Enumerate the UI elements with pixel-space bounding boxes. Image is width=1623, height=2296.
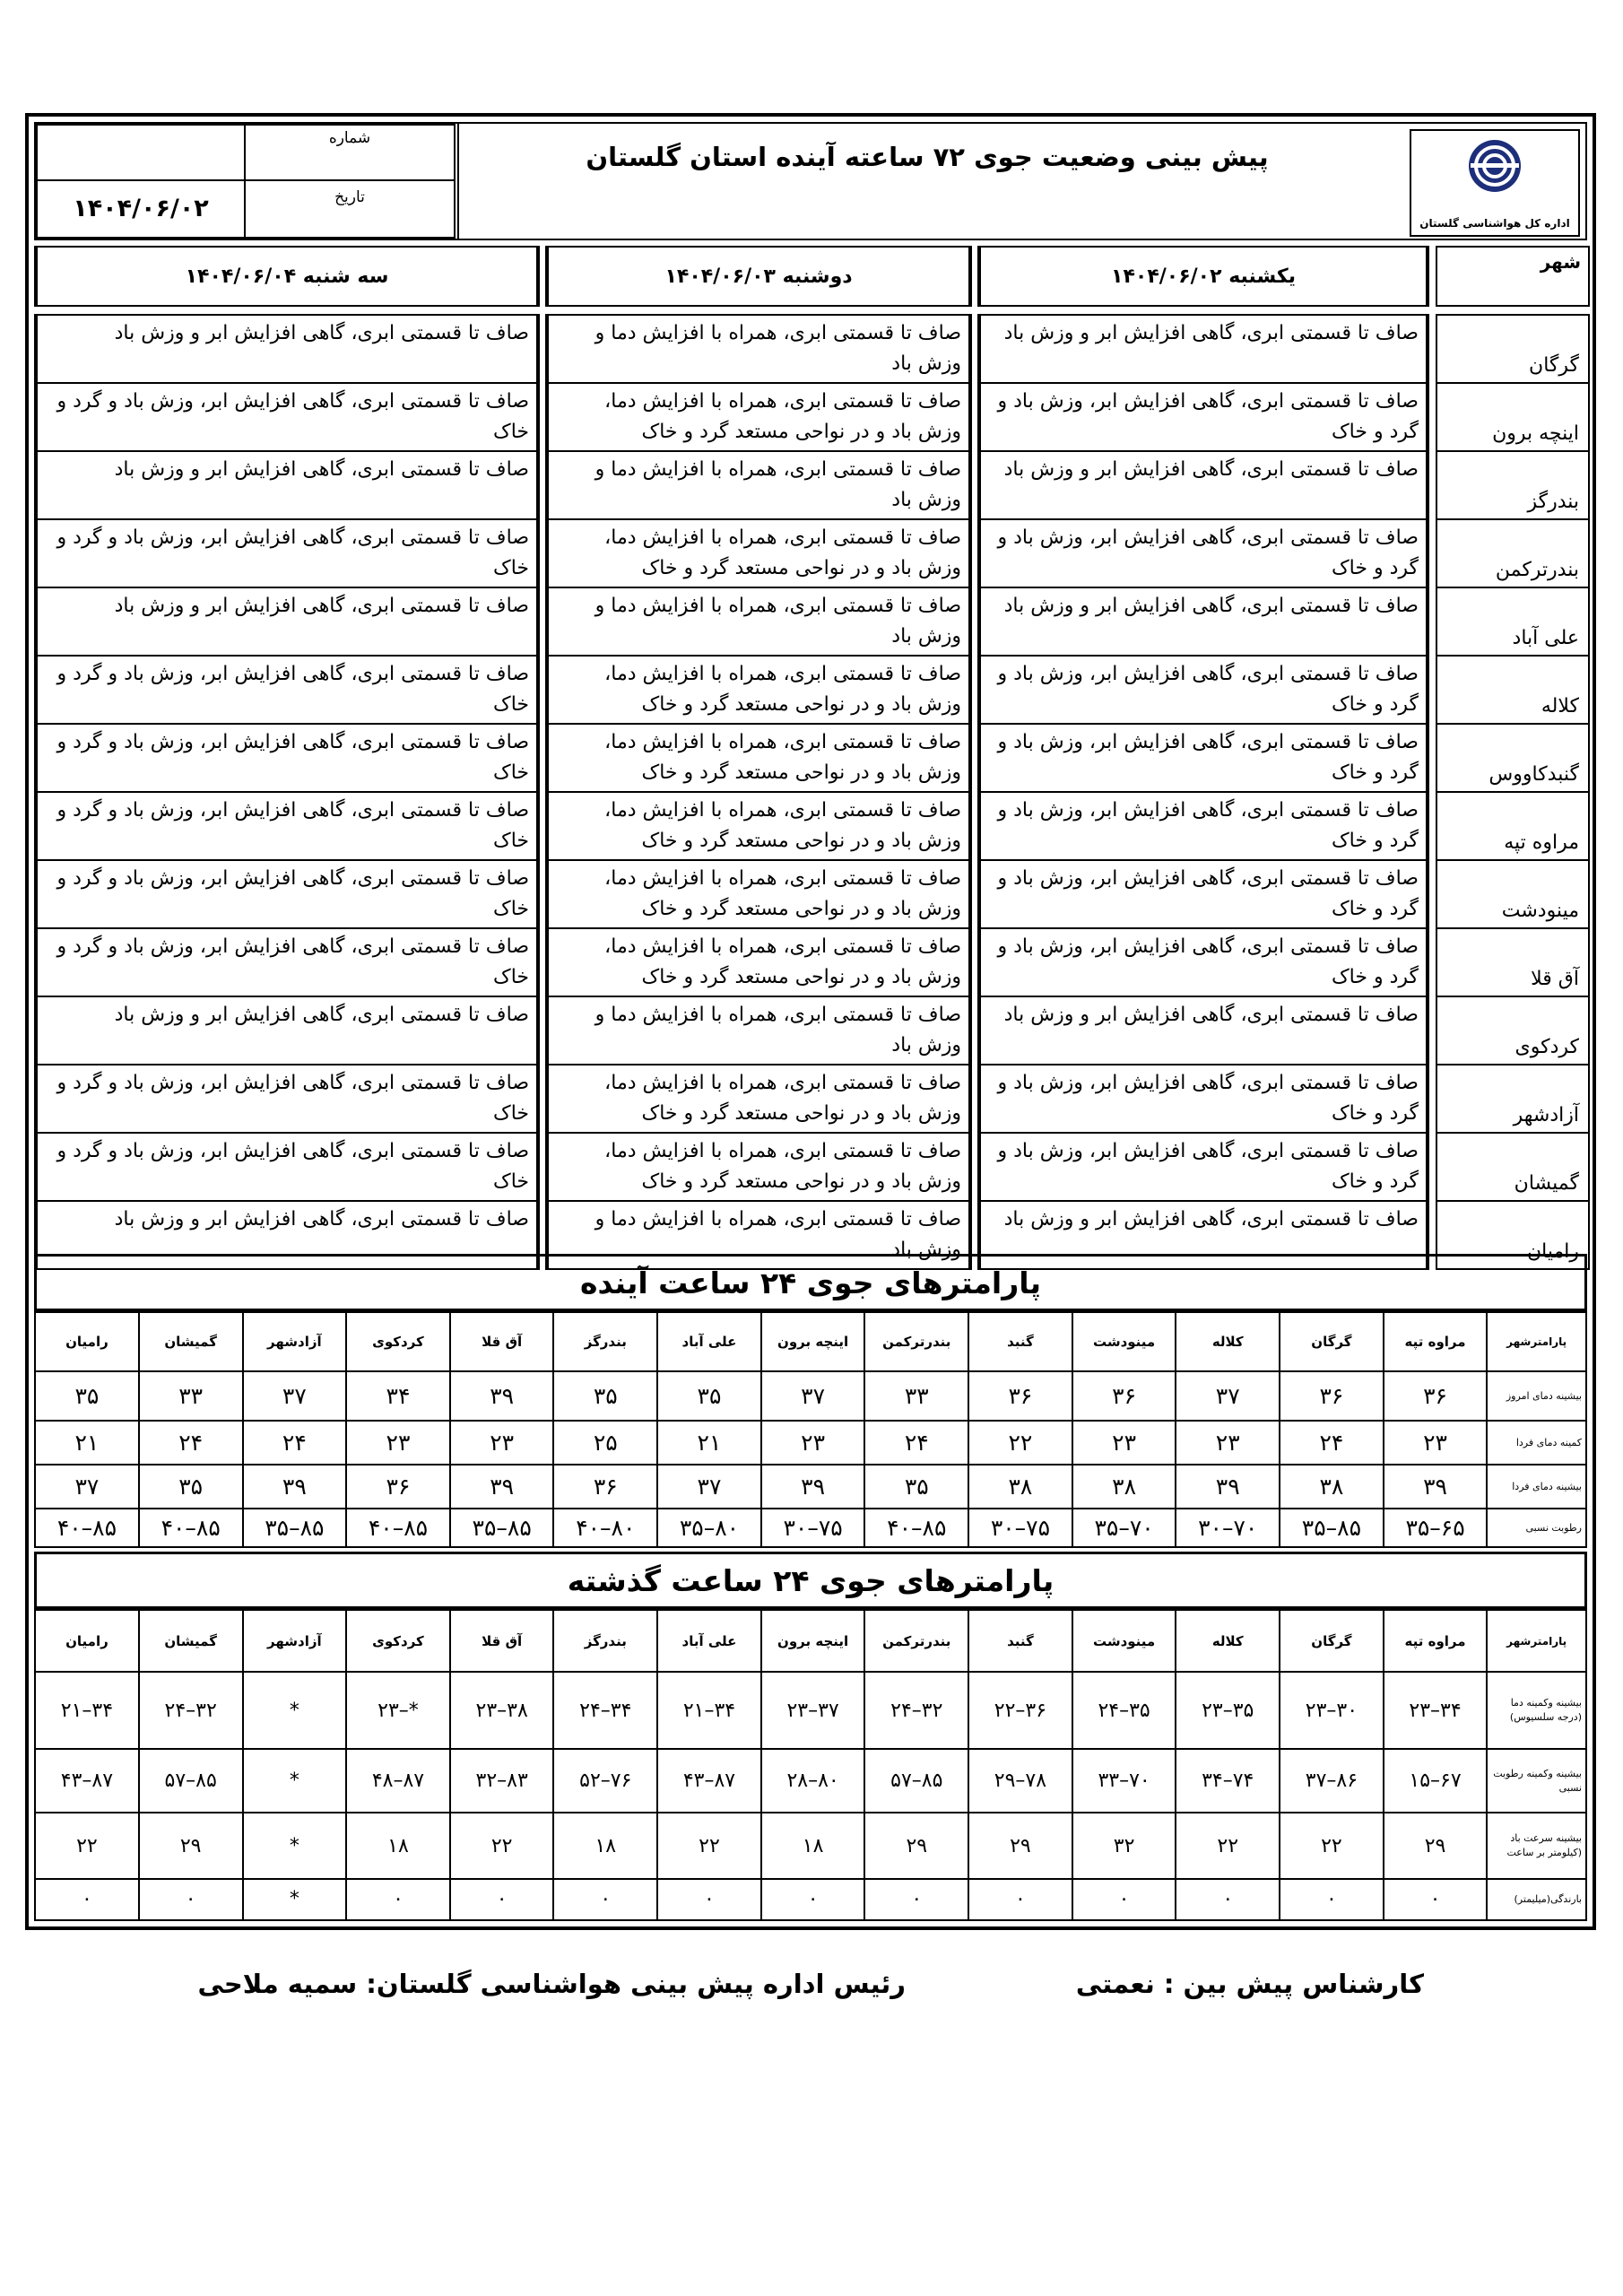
parameter-value: ۱۸ bbox=[346, 1813, 450, 1878]
day-1-forecast: صاف تا قسمتی ابری، گاهی افزایش ابر و وزش باد bbox=[979, 996, 1428, 1065]
parameter-value: ۲۱ bbox=[657, 1421, 761, 1465]
parameter-value: ۳۸ bbox=[1280, 1465, 1384, 1509]
parameter-city-header: گنبد bbox=[968, 1610, 1072, 1672]
day-1-forecast: صاف تا قسمتی ابری، گاهی افزایش ابر، وزش باد و گرد و خاک bbox=[979, 1133, 1428, 1201]
column-gap bbox=[1428, 792, 1436, 860]
parameter-value: ۷۵–۳۰ bbox=[761, 1509, 865, 1547]
parameter-city-header: کلاله bbox=[1176, 1312, 1280, 1371]
parameter-value: ۳۵ bbox=[864, 1465, 968, 1509]
column-gap bbox=[1428, 860, 1436, 928]
city-name: بندرگز bbox=[1436, 451, 1589, 519]
city-name: آزادشهر bbox=[1436, 1065, 1589, 1133]
parameter-value: ۰ bbox=[657, 1879, 761, 1920]
parameter-value: ۲۲ bbox=[450, 1813, 554, 1878]
parameter-city-header: علی آباد bbox=[657, 1312, 761, 1371]
day-1-forecast: صاف تا قسمتی ابری، گاهی افزایش ابر، وزش باد و گرد و خاک bbox=[979, 519, 1428, 587]
parameter-value: ۸۵–۵۷ bbox=[139, 1749, 243, 1813]
parameter-city-header: بندرگز bbox=[553, 1610, 657, 1672]
parameter-value: ۸۰–۳۵ bbox=[657, 1509, 761, 1547]
document-header bbox=[34, 122, 1587, 240]
parameter-value: ۳۸ bbox=[1072, 1465, 1176, 1509]
parameter-value: ۳۷ bbox=[35, 1465, 139, 1509]
parameter-value: ۲۳ bbox=[761, 1421, 865, 1465]
meteorology-logo-icon bbox=[1467, 138, 1523, 194]
number-label: شماره bbox=[244, 124, 456, 181]
parameter-value: ۳۳ bbox=[139, 1371, 243, 1421]
day-1-forecast: صاف تا قسمتی ابری، گاهی افزایش ابر و وزش باد bbox=[979, 451, 1428, 519]
column-gap bbox=[1428, 587, 1436, 656]
parameter-value: ۷۰–۳۰ bbox=[1176, 1509, 1280, 1547]
parameter-value: ۲۹ bbox=[864, 1813, 968, 1878]
parameter-city-corner: پارامترشهر bbox=[1487, 1312, 1586, 1371]
parameter-value: ۸۷–۴۳ bbox=[657, 1749, 761, 1813]
parameter-row bbox=[35, 1371, 1586, 1421]
parameter-value: ۲۴ bbox=[1280, 1421, 1384, 1465]
column-gap bbox=[970, 1133, 979, 1201]
parameter-city-header: اینچه برون bbox=[761, 1610, 865, 1672]
parameter-city-header: بندرترکمن bbox=[864, 1610, 968, 1672]
parameter-label: بیشینه وکمینه دما (درجه سلسیوس) bbox=[1487, 1672, 1586, 1749]
parameter-value: ۳۳ bbox=[864, 1371, 968, 1421]
parameter-value: ۸۰–۲۸ bbox=[761, 1749, 865, 1813]
parameter-value: ۲۴ bbox=[864, 1421, 968, 1465]
forecast-table bbox=[34, 246, 1590, 1270]
parameter-value: ۳۶ bbox=[553, 1465, 657, 1509]
parameter-value: ۸۰–۴۰ bbox=[553, 1509, 657, 1547]
day-2-forecast: صاف تا قسمتی ابری، همراه با افزایش دما، وزش باد و در نواحی مستعد گرد و خاک bbox=[547, 519, 970, 587]
parameter-city-header: مینودشت bbox=[1072, 1610, 1176, 1672]
number-value-cell bbox=[36, 124, 246, 181]
parameter-value: ۰ bbox=[968, 1879, 1072, 1920]
city-name: آق قلا bbox=[1436, 928, 1589, 996]
parameter-header-row bbox=[35, 1610, 1586, 1672]
parameter-value: ۳۶ bbox=[1280, 1371, 1384, 1421]
parameter-value: ۳۷ bbox=[1176, 1371, 1280, 1421]
column-gap bbox=[1428, 996, 1436, 1065]
column-gap bbox=[1428, 928, 1436, 996]
column-gap bbox=[1428, 451, 1436, 519]
parameter-value: ۳۵–۲۴ bbox=[1072, 1672, 1176, 1749]
column-gap bbox=[538, 1065, 547, 1133]
parameter-value: ۲۳ bbox=[450, 1421, 554, 1465]
parameter-city-header: کردکوی bbox=[346, 1312, 450, 1371]
column-gap bbox=[538, 451, 547, 519]
parameter-value: * bbox=[243, 1879, 347, 1920]
parameter-value: ۰ bbox=[139, 1879, 243, 1920]
parameter-value: ۸۷–۴۸ bbox=[346, 1749, 450, 1813]
column-gap bbox=[970, 315, 979, 383]
date-label: تاریخ bbox=[244, 179, 456, 239]
parameter-value: ۳۷ bbox=[657, 1465, 761, 1509]
parameter-city-header: علی آباد bbox=[657, 1610, 761, 1672]
parameter-value: ۳۶ bbox=[1384, 1371, 1488, 1421]
column-gap bbox=[970, 928, 979, 996]
column-gap bbox=[1428, 1065, 1436, 1133]
parameter-value: ۳۴–۲۱ bbox=[657, 1672, 761, 1749]
parameter-city-header: اینچه برون bbox=[761, 1312, 865, 1371]
parameter-city-header: رامیان bbox=[35, 1312, 139, 1371]
day-2-forecast: صاف تا قسمتی ابری، همراه با افزایش دما و وزش باد bbox=[547, 315, 970, 383]
parameter-value: ۸۵–۳۵ bbox=[450, 1509, 554, 1547]
column-gap bbox=[538, 928, 547, 996]
day-2-header: دوشنبه ۱۴۰۴/۰۶/۰۳ bbox=[547, 247, 970, 306]
day-1-forecast: صاف تا قسمتی ابری، گاهی افزایش ابر، وزش باد و گرد و خاک bbox=[979, 792, 1428, 860]
column-gap bbox=[970, 724, 979, 792]
column-gap bbox=[538, 587, 547, 656]
day-2-forecast: صاف تا قسمتی ابری، همراه با افزایش دما، وزش باد و در نواحی مستعد گرد و خاک bbox=[547, 724, 970, 792]
parameter-value: *–۲۳ bbox=[346, 1672, 450, 1749]
parameter-city-header: بندرترکمن bbox=[864, 1312, 968, 1371]
parameter-label: رطوبت نسبی bbox=[1487, 1509, 1586, 1547]
day-2-forecast: صاف تا قسمتی ابری، همراه با افزایش دما، وزش باد و در نواحی مستعد گرد و خاک bbox=[547, 860, 970, 928]
day-3-forecast: صاف تا قسمتی ابری، گاهی افزایش ابر، وزش باد و گرد و خاک bbox=[36, 724, 538, 792]
day-1-forecast: صاف تا قسمتی ابری، گاهی افزایش ابر، وزش باد و گرد و خاک bbox=[979, 1065, 1428, 1133]
parameter-city-header: مینودشت bbox=[1072, 1312, 1176, 1371]
column-gap bbox=[970, 587, 979, 656]
parameter-row bbox=[35, 1672, 1586, 1749]
parameter-value: ۸۵–۳۵ bbox=[1280, 1509, 1384, 1547]
past-24h-table bbox=[34, 1609, 1587, 1921]
parameter-value: ۳۵ bbox=[553, 1371, 657, 1421]
organization-logo bbox=[1410, 129, 1580, 237]
parameter-city-header: آق قلا bbox=[450, 1312, 554, 1371]
parameter-city-header: مراوه تپه bbox=[1384, 1312, 1488, 1371]
forecast-row bbox=[36, 860, 1589, 928]
parameter-value: ۳۵ bbox=[139, 1465, 243, 1509]
column-gap bbox=[538, 519, 547, 587]
parameter-city-header: آزادشهر bbox=[243, 1312, 347, 1371]
city-name: مراوه تپه bbox=[1436, 792, 1589, 860]
parameter-value: ۷۰–۳۳ bbox=[1072, 1749, 1176, 1813]
parameter-city-header: گرگان bbox=[1280, 1610, 1384, 1672]
forecast-row bbox=[36, 996, 1589, 1065]
parameter-value: ۳۴ bbox=[346, 1371, 450, 1421]
parameter-value: ۳۶ bbox=[1072, 1371, 1176, 1421]
parameter-value: ۳۶ bbox=[346, 1465, 450, 1509]
day-1-forecast: صاف تا قسمتی ابری، گاهی افزایش ابر و وزش باد bbox=[979, 587, 1428, 656]
parameter-value: ۸۵–۴۰ bbox=[346, 1509, 450, 1547]
day-3-header: سه شنبه ۱۴۰۴/۰۶/۰۴ bbox=[36, 247, 538, 306]
column-gap bbox=[1428, 383, 1436, 451]
parameter-value: ۲۳ bbox=[1384, 1421, 1488, 1465]
parameter-value: ۰ bbox=[553, 1879, 657, 1920]
city-name: کردکوی bbox=[1436, 996, 1589, 1065]
parameter-value: ۶۵–۳۵ bbox=[1384, 1509, 1488, 1547]
parameter-value: ۰ bbox=[1384, 1879, 1488, 1920]
column-gap bbox=[1428, 724, 1436, 792]
parameter-value: ۳۹ bbox=[1384, 1465, 1488, 1509]
parameter-value: ۳۴–۲۳ bbox=[1384, 1672, 1488, 1749]
past-24h-title: پارامترهای جوی ۲۴ ساعت گذشته bbox=[34, 1552, 1587, 1609]
column-gap bbox=[970, 996, 979, 1065]
parameter-city-header: گرگان bbox=[1280, 1312, 1384, 1371]
day-3-forecast: صاف تا قسمتی ابری، گاهی افزایش ابر و وزش باد bbox=[36, 587, 538, 656]
column-gap bbox=[538, 792, 547, 860]
parameter-value: ۳۸ bbox=[968, 1465, 1072, 1509]
day-3-forecast: صاف تا قسمتی ابری، گاهی افزایش ابر و وزش باد bbox=[36, 451, 538, 519]
parameter-value: ۷۰–۳۵ bbox=[1072, 1509, 1176, 1547]
parameter-city-corner: پارامترشهر bbox=[1487, 1610, 1586, 1672]
day-2-forecast: صاف تا قسمتی ابری، همراه با افزایش دما و وزش باد bbox=[547, 996, 970, 1065]
column-gap bbox=[538, 724, 547, 792]
parameter-value: ۳۹ bbox=[450, 1371, 554, 1421]
day-3-forecast: صاف تا قسمتی ابری، گاهی افزایش ابر و وزش باد bbox=[36, 315, 538, 383]
day-1-forecast: صاف تا قسمتی ابری، گاهی افزایش ابر، وزش باد و گرد و خاک bbox=[979, 928, 1428, 996]
city-name: بندرترکمن bbox=[1436, 519, 1589, 587]
parameter-value: ۲۳ bbox=[346, 1421, 450, 1465]
parameter-value: ۳۹ bbox=[243, 1465, 347, 1509]
parameter-value: ۸۵–۴۰ bbox=[35, 1509, 139, 1547]
forecast-row bbox=[36, 1065, 1589, 1133]
parameter-value: ۳۹ bbox=[450, 1465, 554, 1509]
column-gap bbox=[538, 315, 547, 383]
forecast-row bbox=[36, 792, 1589, 860]
number-date-box bbox=[36, 124, 459, 239]
parameter-row bbox=[35, 1465, 1586, 1509]
parameter-city-header: گنبد bbox=[968, 1312, 1072, 1371]
day-1-header: یکشنبه ۱۴۰۴/۰۶/۰۲ bbox=[979, 247, 1428, 306]
forecast-row bbox=[36, 928, 1589, 996]
city-name: علی آباد bbox=[1436, 587, 1589, 656]
parameter-value: ۳۵ bbox=[35, 1371, 139, 1421]
parameter-value: ۸۵–۳۵ bbox=[243, 1509, 347, 1547]
parameter-value: ۳۵–۲۳ bbox=[1176, 1672, 1280, 1749]
column-gap bbox=[970, 451, 979, 519]
city-name: اینچه برون bbox=[1436, 383, 1589, 451]
parameter-city-header: گمیشان bbox=[139, 1312, 243, 1371]
parameter-label: بیشینه وکمینه رطوبت نسبی bbox=[1487, 1749, 1586, 1813]
column-gap bbox=[1428, 1133, 1436, 1201]
parameter-header-row bbox=[35, 1312, 1586, 1371]
parameter-value: ۲۴ bbox=[243, 1421, 347, 1465]
parameter-value: ۰ bbox=[864, 1879, 968, 1920]
column-gap bbox=[970, 656, 979, 724]
day-3-forecast: صاف تا قسمتی ابری، گاهی افزایش ابر و وزش باد bbox=[36, 996, 538, 1065]
parameter-value: ۱۸ bbox=[761, 1813, 865, 1878]
day-3-forecast: صاف تا قسمتی ابری، گاهی افزایش ابر، وزش باد و گرد و خاک bbox=[36, 928, 538, 996]
column-gap bbox=[1428, 519, 1436, 587]
day-2-forecast: صاف تا قسمتی ابری، همراه با افزایش دما، وزش باد و در نواحی مستعد گرد و خاک bbox=[547, 1065, 970, 1133]
parameter-value: ۷۴–۳۴ bbox=[1176, 1749, 1280, 1813]
parameter-value: ۲۵ bbox=[553, 1421, 657, 1465]
day-3-forecast: صاف تا قسمتی ابری، گاهی افزایش ابر، وزش باد و گرد و خاک bbox=[36, 519, 538, 587]
parameter-value: ۲۹ bbox=[968, 1813, 1072, 1878]
day-3-forecast: صاف تا قسمتی ابری، گاهی افزایش ابر، وزش باد و گرد و خاک bbox=[36, 1065, 538, 1133]
parameter-value: ۳۷–۲۳ bbox=[761, 1672, 865, 1749]
column-gap bbox=[538, 383, 547, 451]
parameter-city-header: مراوه تپه bbox=[1384, 1610, 1488, 1672]
parameter-value: ۶۷–۱۵ bbox=[1384, 1749, 1488, 1813]
forecaster-name: کارشناس پیش بین : نعمتی bbox=[1075, 1969, 1424, 1999]
parameter-value: ۷۶–۵۲ bbox=[553, 1749, 657, 1813]
parameter-value: ۸۵–۵۷ bbox=[864, 1749, 968, 1813]
parameter-label: بیشینه دمای امروز bbox=[1487, 1371, 1586, 1421]
parameter-value: ۱۸ bbox=[553, 1813, 657, 1878]
parameter-value: ۳۶ bbox=[968, 1371, 1072, 1421]
forecast-rows bbox=[36, 315, 1589, 1269]
forecast-row bbox=[36, 587, 1589, 656]
city-name: گنبدکاووس bbox=[1436, 724, 1589, 792]
parameter-city-header: آق قلا bbox=[450, 1610, 554, 1672]
parameter-value: ۲۲ bbox=[1176, 1813, 1280, 1878]
day-3-forecast: صاف تا قسمتی ابری، گاهی افزایش ابر، وزش باد و گرد و خاک bbox=[36, 383, 538, 451]
date-value: ۱۴۰۴/۰۶/۰۲ bbox=[36, 179, 246, 239]
parameter-value: ۰ bbox=[450, 1879, 554, 1920]
column-gap bbox=[970, 383, 979, 451]
city-name: کلاله bbox=[1436, 656, 1589, 724]
day-1-forecast: صاف تا قسمتی ابری، گاهی افزایش ابر و وزش باد bbox=[979, 1201, 1428, 1269]
column-gap bbox=[1428, 656, 1436, 724]
day-3-forecast: صاف تا قسمتی ابری، گاهی افزایش ابر، وزش باد و گرد و خاک bbox=[36, 1133, 538, 1201]
forecast-row bbox=[36, 451, 1589, 519]
parameter-value: ۳۵ bbox=[657, 1371, 761, 1421]
forecast-row bbox=[36, 1133, 1589, 1201]
parameter-value: ۳۲ bbox=[1072, 1813, 1176, 1878]
parameter-row bbox=[35, 1879, 1586, 1920]
city-column-header: شهر bbox=[1436, 247, 1589, 306]
parameter-value: ۳۷ bbox=[243, 1371, 347, 1421]
day-3-forecast: صاف تا قسمتی ابری، گاهی افزایش ابر، وزش باد و گرد و خاک bbox=[36, 792, 538, 860]
parameter-value: * bbox=[243, 1749, 347, 1813]
parameter-row bbox=[35, 1813, 1586, 1878]
day-1-forecast: صاف تا قسمتی ابری، گاهی افزایش ابر، وزش باد و گرد و خاک bbox=[979, 860, 1428, 928]
parameter-value: ۳۲–۲۴ bbox=[864, 1672, 968, 1749]
day-2-forecast: صاف تا قسمتی ابری، همراه با افزایش دما و وزش باد bbox=[547, 1201, 970, 1269]
parameter-value: ۰ bbox=[1176, 1879, 1280, 1920]
parameter-value: ۰ bbox=[1072, 1879, 1176, 1920]
parameter-label: کمینه دمای فردا bbox=[1487, 1421, 1586, 1465]
parameter-label: بارندگی(میلیمتر) bbox=[1487, 1879, 1586, 1920]
day-3-forecast: صاف تا قسمتی ابری، گاهی افزایش ابر و وزش باد bbox=[36, 1201, 538, 1269]
parameter-value: ۲۹ bbox=[139, 1813, 243, 1878]
parameter-row bbox=[35, 1749, 1586, 1813]
parameter-city-header: بندرگز bbox=[553, 1312, 657, 1371]
parameter-value: ۲۱ bbox=[35, 1421, 139, 1465]
column-gap bbox=[970, 792, 979, 860]
day-2-forecast: صاف تا قسمتی ابری، همراه با افزایش دما، وزش باد و در نواحی مستعد گرد و خاک bbox=[547, 792, 970, 860]
parameter-label: بیشینه دمای فردا bbox=[1487, 1465, 1586, 1509]
parameter-value: ۳۹ bbox=[1176, 1465, 1280, 1509]
signatures bbox=[0, 1969, 1623, 2022]
forecast-row bbox=[36, 315, 1589, 383]
parameter-value: ۸۷–۴۳ bbox=[35, 1749, 139, 1813]
parameter-label: بیشینه سرعت باد (کیلومتر بر ساعت bbox=[1487, 1813, 1586, 1878]
column-gap bbox=[538, 1133, 547, 1201]
day-1-forecast: صاف تا قسمتی ابری، گاهی افزایش ابر و وزش باد bbox=[979, 315, 1428, 383]
parameter-row bbox=[35, 1421, 1586, 1465]
column-gap bbox=[538, 996, 547, 1065]
parameter-value: ۷۵–۳۰ bbox=[968, 1509, 1072, 1547]
day-1-forecast: صاف تا قسمتی ابری، گاهی افزایش ابر، وزش باد و گرد و خاک bbox=[979, 383, 1428, 451]
parameter-value: ۸۵–۴۰ bbox=[864, 1509, 968, 1547]
parameter-city-header: کلاله bbox=[1176, 1610, 1280, 1672]
forecast-row bbox=[36, 724, 1589, 792]
parameter-value: ۸۶–۳۷ bbox=[1280, 1749, 1384, 1813]
day-2-forecast: صاف تا قسمتی ابری، همراه با افزایش دما، وزش باد و در نواحی مستعد گرد و خاک bbox=[547, 383, 970, 451]
forecast-row bbox=[36, 519, 1589, 587]
forecast-row bbox=[36, 656, 1589, 724]
parameter-value: ۳۶–۲۲ bbox=[968, 1672, 1072, 1749]
city-name: گرگان bbox=[1436, 315, 1589, 383]
parameter-row bbox=[35, 1509, 1586, 1547]
logo-caption: اداره کل هواشناسی گلستان bbox=[1419, 217, 1570, 230]
parameter-value: ۸۳–۳۲ bbox=[450, 1749, 554, 1813]
parameter-value: ۰ bbox=[1280, 1879, 1384, 1920]
next-24h-title: پارامترهای جوی ۲۴ ساعت آینده bbox=[34, 1254, 1587, 1311]
parameter-value: ۳۷ bbox=[761, 1371, 865, 1421]
column-gap bbox=[970, 1065, 979, 1133]
day-2-forecast: صاف تا قسمتی ابری، همراه با افزایش دما، وزش باد و در نواحی مستعد گرد و خاک bbox=[547, 656, 970, 724]
column-gap bbox=[538, 860, 547, 928]
day-1-forecast: صاف تا قسمتی ابری، گاهی افزایش ابر، وزش باد و گرد و خاک bbox=[979, 724, 1428, 792]
parameter-city-header: گمیشان bbox=[139, 1610, 243, 1672]
day-3-forecast: صاف تا قسمتی ابری، گاهی افزایش ابر، وزش باد و گرد و خاک bbox=[36, 860, 538, 928]
column-gap bbox=[970, 519, 979, 587]
parameter-value: ۳۴–۲۱ bbox=[35, 1672, 139, 1749]
city-name: مینودشت bbox=[1436, 860, 1589, 928]
parameter-value: ۲۳ bbox=[1176, 1421, 1280, 1465]
parameter-value: ۲۹ bbox=[1384, 1813, 1488, 1878]
city-name: گمیشان bbox=[1436, 1133, 1589, 1201]
city-name: رامیان bbox=[1436, 1201, 1589, 1269]
parameter-city-header: کردکوی bbox=[346, 1610, 450, 1672]
parameter-value: ۲۲ bbox=[968, 1421, 1072, 1465]
page-title: پیش بینی وضعیت جوی ۷۲ ساعته آینده استان گلستان bbox=[586, 142, 1269, 172]
parameter-value: ۲۲ bbox=[657, 1813, 761, 1878]
day-3-forecast: صاف تا قسمتی ابری، گاهی افزایش ابر، وزش باد و گرد و خاک bbox=[36, 656, 538, 724]
parameter-value: ۷۸–۲۹ bbox=[968, 1749, 1072, 1813]
parameter-value: ۳۲–۲۴ bbox=[139, 1672, 243, 1749]
column-gap bbox=[970, 860, 979, 928]
parameter-value: * bbox=[243, 1813, 347, 1878]
day-2-forecast: صاف تا قسمتی ابری، همراه با افزایش دما و وزش باد bbox=[547, 451, 970, 519]
column-gap bbox=[1428, 315, 1436, 383]
parameter-value: ۳۸–۲۳ bbox=[450, 1672, 554, 1749]
department-head-name: رئیس اداره پیش بینی هواشناسی گلستان: سمیه ملاحی bbox=[197, 1969, 906, 1999]
parameter-value: ۲۴ bbox=[139, 1421, 243, 1465]
parameter-value: ۳۴–۲۴ bbox=[553, 1672, 657, 1749]
column-gap bbox=[538, 656, 547, 724]
day-2-forecast: صاف تا قسمتی ابری، همراه با افزایش دما و وزش باد bbox=[547, 587, 970, 656]
parameter-value: * bbox=[243, 1672, 347, 1749]
forecast-header-row bbox=[36, 247, 1589, 306]
parameter-value: ۲۲ bbox=[1280, 1813, 1384, 1878]
parameter-value: ۳۹ bbox=[761, 1465, 865, 1509]
parameter-city-header: آزادشهر bbox=[243, 1610, 347, 1672]
parameter-value: ۰ bbox=[35, 1879, 139, 1920]
parameter-value: ۰ bbox=[346, 1879, 450, 1920]
next-24h-table bbox=[34, 1311, 1587, 1548]
day-2-forecast: صاف تا قسمتی ابری، همراه با افزایش دما، وزش باد و در نواحی مستعد گرد و خاک bbox=[547, 928, 970, 996]
parameter-city-header: رامیان bbox=[35, 1610, 139, 1672]
parameter-value: ۲۳ bbox=[1072, 1421, 1176, 1465]
parameter-value: ۳۰–۲۳ bbox=[1280, 1672, 1384, 1749]
day-2-forecast: صاف تا قسمتی ابری، همراه با افزایش دما، وزش باد و در نواحی مستعد گرد و خاک bbox=[547, 1133, 970, 1201]
parameter-value: ۲۲ bbox=[35, 1813, 139, 1878]
forecast-document bbox=[25, 113, 1596, 1930]
day-1-forecast: صاف تا قسمتی ابری، گاهی افزایش ابر، وزش باد و گرد و خاک bbox=[979, 656, 1428, 724]
parameter-value: ۸۵–۴۰ bbox=[139, 1509, 243, 1547]
parameter-value: ۰ bbox=[761, 1879, 865, 1920]
forecast-row bbox=[36, 383, 1589, 451]
